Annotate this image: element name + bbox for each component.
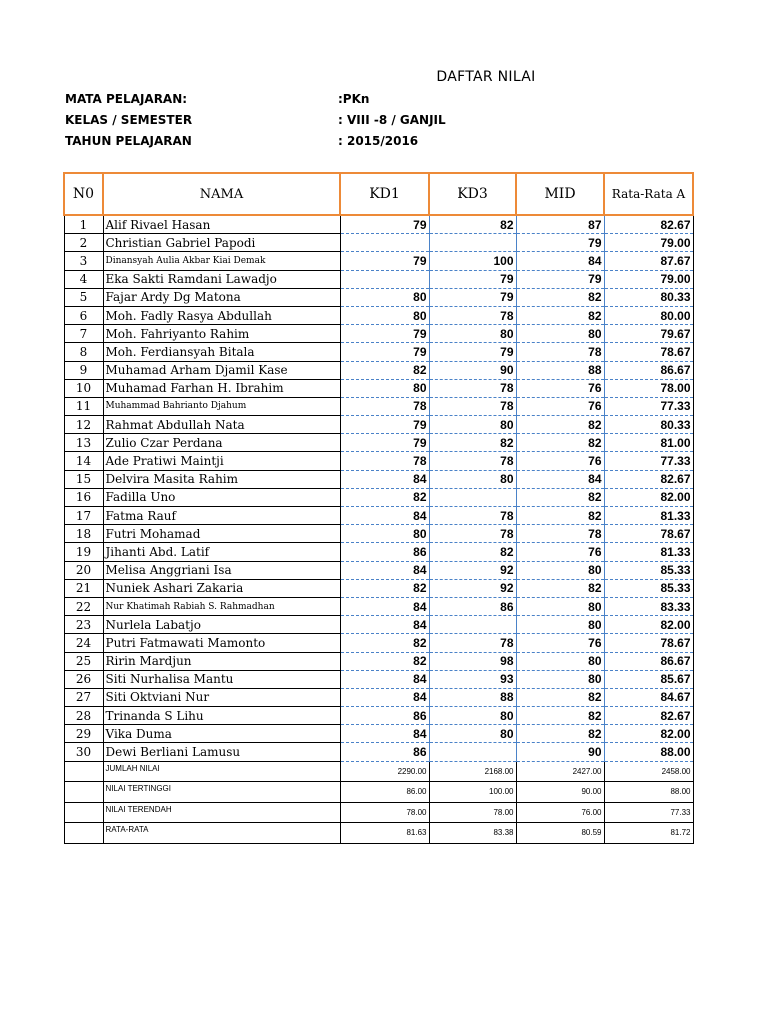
cell-name: Fatma Rauf — [103, 507, 340, 525]
summary-kd3: 83.38 — [429, 823, 516, 844]
table-row — [64, 652, 693, 670]
summary-kd1: 2290.00 — [340, 761, 429, 782]
cell-name: Vika Duma — [103, 725, 340, 743]
cell-no: 6 — [64, 306, 103, 324]
cell-mid: 82 — [516, 416, 604, 434]
table-row — [64, 270, 693, 288]
cell-no: 22 — [64, 597, 103, 615]
table-row — [64, 616, 693, 634]
cell-name: Eka Sakti Ramdani Lawadjo — [103, 270, 340, 288]
cell-mid: 82 — [516, 306, 604, 324]
table-body — [64, 215, 693, 843]
table-row — [64, 725, 693, 743]
cell-no: 15 — [64, 470, 103, 488]
cell-no: 19 — [64, 543, 103, 561]
cell-kd3: 82 — [429, 215, 516, 234]
cell-no: 2 — [64, 234, 103, 252]
cell-kd3: 79 — [429, 343, 516, 361]
cell-kd3: 80 — [429, 725, 516, 743]
summary-kd3: 78.00 — [429, 802, 516, 823]
cell-name: Nuniek Ashari Zakaria — [103, 579, 340, 597]
meta-value: : 2015/2016 — [338, 134, 419, 148]
cell-no: 23 — [64, 616, 103, 634]
table-row — [64, 470, 693, 488]
table-row — [64, 707, 693, 725]
cell-kd1: 84 — [340, 670, 429, 688]
cell-no: 9 — [64, 361, 103, 379]
document-title: DAFTAR NILAI — [436, 69, 536, 85]
header-average: Rata-Rata A — [604, 173, 693, 215]
summary-label: NILAI TERTINGGI — [103, 782, 340, 803]
summary-average: 88.00 — [604, 782, 693, 803]
table-row — [64, 743, 693, 761]
summary-label: RATA-RATA — [103, 823, 340, 844]
table-row — [64, 543, 693, 561]
meta-label: MATA PELAJARAN: — [65, 92, 188, 106]
table-row — [64, 452, 693, 470]
cell-kd1: 84 — [340, 561, 429, 579]
cell-average: 85.33 — [604, 561, 693, 579]
cell-name: Muhammad Bahrianto Djahum — [103, 397, 340, 415]
cell-kd1: 82 — [340, 652, 429, 670]
cell-mid: 82 — [516, 507, 604, 525]
cell-kd1: 78 — [340, 397, 429, 415]
cell-name: Melisa Anggriani Isa — [103, 561, 340, 579]
cell-kd3: 78 — [429, 634, 516, 652]
cell-average: 82.00 — [604, 616, 693, 634]
cell-name: Muhamad Arham Djamil Kase — [103, 361, 340, 379]
cell-average: 78.67 — [604, 525, 693, 543]
cell-average: 79.00 — [604, 234, 693, 252]
summary-kd3: 2168.00 — [429, 761, 516, 782]
cell-mid: 80 — [516, 597, 604, 615]
cell-average: 81.33 — [604, 507, 693, 525]
cell-no: 29 — [64, 725, 103, 743]
cell-no: 16 — [64, 488, 103, 506]
cell-average: 88.00 — [604, 743, 693, 761]
table-row — [64, 343, 693, 361]
summary-average: 77.33 — [604, 802, 693, 823]
cell-mid: 78 — [516, 525, 604, 543]
table-row — [64, 215, 693, 234]
meta-value: :PKn — [338, 92, 370, 106]
table-row — [64, 434, 693, 452]
cell-mid: 87 — [516, 215, 604, 234]
cell-no: 4 — [64, 270, 103, 288]
cell-no: 25 — [64, 652, 103, 670]
table-row — [64, 597, 693, 615]
cell-mid: 80 — [516, 561, 604, 579]
cell-no: 28 — [64, 707, 103, 725]
cell-no: 14 — [64, 452, 103, 470]
cell-kd3: 80 — [429, 416, 516, 434]
table-row — [64, 288, 693, 306]
summary-average: 2458.00 — [604, 761, 693, 782]
cell-name: Moh. Fadly Rasya Abdullah — [103, 306, 340, 324]
cell-mid: 76 — [516, 543, 604, 561]
cell-average: 82.67 — [604, 707, 693, 725]
cell-average: 82.67 — [604, 470, 693, 488]
cell-name: Delvira Masita Rahim — [103, 470, 340, 488]
cell-no: 12 — [64, 416, 103, 434]
cell-name: Putri Fatmawati Mamonto — [103, 634, 340, 652]
cell-kd1: 79 — [340, 416, 429, 434]
cell-average: 87.67 — [604, 252, 693, 270]
cell-average: 79.67 — [604, 325, 693, 343]
cell-kd3: 92 — [429, 579, 516, 597]
cell-kd3: 78 — [429, 525, 516, 543]
cell-name: Jihanti Abd. Latif — [103, 543, 340, 561]
cell-kd1: 79 — [340, 434, 429, 452]
cell-kd3: 93 — [429, 670, 516, 688]
cell-mid: 84 — [516, 252, 604, 270]
cell-kd1: 84 — [340, 507, 429, 525]
cell-kd3: 79 — [429, 288, 516, 306]
cell-mid: 82 — [516, 707, 604, 725]
cell-name: Nur Khatimah Rabiah S. Rahmadhan — [103, 597, 340, 615]
summary-mid: 90.00 — [516, 782, 604, 803]
cell-kd3: 100 — [429, 252, 516, 270]
cell-mid: 82 — [516, 288, 604, 306]
cell-kd1: 79 — [340, 252, 429, 270]
cell-name: Moh. Fahriyanto Rahim — [103, 325, 340, 343]
cell-average: 78.67 — [604, 634, 693, 652]
summary-blank-cell — [64, 823, 103, 844]
cell-name: Futri Mohamad — [103, 525, 340, 543]
cell-kd1: 86 — [340, 743, 429, 761]
cell-kd1: 82 — [340, 579, 429, 597]
header-row — [64, 173, 693, 215]
header-no: N0 — [64, 173, 103, 215]
table-row — [64, 325, 693, 343]
cell-mid: 80 — [516, 652, 604, 670]
cell-kd3: 88 — [429, 688, 516, 706]
cell-no: 7 — [64, 325, 103, 343]
cell-kd1: 78 — [340, 452, 429, 470]
cell-name: Muhamad Farhan H. Ibrahim — [103, 379, 340, 397]
cell-kd3: 78 — [429, 379, 516, 397]
summary-label: NILAI TERENDAH — [103, 802, 340, 823]
summary-blank-cell — [64, 802, 103, 823]
cell-average: 82.00 — [604, 725, 693, 743]
cell-kd3: 79 — [429, 270, 516, 288]
table-row — [64, 379, 693, 397]
cell-mid: 80 — [516, 325, 604, 343]
cell-no: 8 — [64, 343, 103, 361]
summary-row — [64, 823, 693, 844]
cell-no: 13 — [64, 434, 103, 452]
cell-no: 20 — [64, 561, 103, 579]
cell-kd1: 84 — [340, 725, 429, 743]
cell-no: 1 — [64, 215, 103, 234]
cell-average: 84.67 — [604, 688, 693, 706]
cell-no: 27 — [64, 688, 103, 706]
cell-kd1: 86 — [340, 707, 429, 725]
summary-kd3: 100.00 — [429, 782, 516, 803]
cell-name: Fadilla Uno — [103, 488, 340, 506]
summary-blank-cell — [64, 761, 103, 782]
cell-name: Siti Oktviani Nur — [103, 688, 340, 706]
cell-kd1: 82 — [340, 488, 429, 506]
cell-kd3 — [429, 488, 516, 506]
cell-no: 5 — [64, 288, 103, 306]
cell-mid: 82 — [516, 725, 604, 743]
cell-mid: 76 — [516, 397, 604, 415]
cell-kd3 — [429, 743, 516, 761]
cell-kd3: 82 — [429, 543, 516, 561]
cell-kd1: 82 — [340, 361, 429, 379]
summary-kd1: 81.63 — [340, 823, 429, 844]
cell-name: Ririn Mardjun — [103, 652, 340, 670]
cell-kd3: 78 — [429, 452, 516, 470]
cell-name: Rahmat Abdullah Nata — [103, 416, 340, 434]
cell-mid: 84 — [516, 470, 604, 488]
cell-no: 11 — [64, 397, 103, 415]
table-row — [64, 688, 693, 706]
cell-kd1: 82 — [340, 634, 429, 652]
cell-no: 30 — [64, 743, 103, 761]
table-row — [64, 670, 693, 688]
cell-mid: 82 — [516, 488, 604, 506]
summary-row — [64, 802, 693, 823]
cell-average: 80.00 — [604, 306, 693, 324]
summary-row — [64, 782, 693, 803]
cell-kd1: 86 — [340, 543, 429, 561]
table-row — [64, 361, 693, 379]
cell-kd3: 78 — [429, 397, 516, 415]
grades-table — [63, 172, 694, 844]
header-kd1: KD1 — [340, 173, 429, 215]
cell-average: 85.67 — [604, 670, 693, 688]
summary-mid: 80.59 — [516, 823, 604, 844]
cell-kd1: 80 — [340, 306, 429, 324]
cell-average: 86.67 — [604, 361, 693, 379]
cell-mid: 90 — [516, 743, 604, 761]
table-row — [64, 397, 693, 415]
cell-mid: 78 — [516, 343, 604, 361]
meta-label: KELAS / SEMESTER — [65, 113, 193, 127]
cell-kd1: 79 — [340, 215, 429, 234]
cell-kd1: 84 — [340, 688, 429, 706]
cell-name: Ade Pratiwi Maintji — [103, 452, 340, 470]
cell-mid: 79 — [516, 234, 604, 252]
summary-blank-cell — [64, 782, 103, 803]
cell-name: Trinanda S Lihu — [103, 707, 340, 725]
table-row — [64, 579, 693, 597]
cell-kd1: 79 — [340, 343, 429, 361]
table-row — [64, 252, 693, 270]
summary-row — [64, 761, 693, 782]
cell-kd1: 84 — [340, 470, 429, 488]
table-row — [64, 306, 693, 324]
cell-kd3: 92 — [429, 561, 516, 579]
cell-mid: 82 — [516, 688, 604, 706]
table-row — [64, 416, 693, 434]
summary-mid: 2427.00 — [516, 761, 604, 782]
cell-name: Dinansyah Aulia Akbar Kiai Demak — [103, 252, 340, 270]
cell-mid: 76 — [516, 634, 604, 652]
cell-kd3: 78 — [429, 507, 516, 525]
cell-no: 21 — [64, 579, 103, 597]
cell-no: 17 — [64, 507, 103, 525]
cell-kd3: 80 — [429, 325, 516, 343]
cell-mid: 80 — [516, 670, 604, 688]
meta-label: TAHUN PELAJARAN — [65, 134, 192, 148]
cell-mid: 76 — [516, 379, 604, 397]
cell-average: 81.33 — [604, 543, 693, 561]
summary-label: JUMLAH NILAI — [103, 761, 340, 782]
cell-kd3: 80 — [429, 470, 516, 488]
cell-mid: 82 — [516, 434, 604, 452]
cell-kd1 — [340, 270, 429, 288]
cell-average: 81.00 — [604, 434, 693, 452]
cell-kd3: 90 — [429, 361, 516, 379]
header-mid: MID — [516, 173, 604, 215]
cell-mid: 76 — [516, 452, 604, 470]
cell-mid: 79 — [516, 270, 604, 288]
table-row — [64, 488, 693, 506]
cell-name: Nurlela Labatjo — [103, 616, 340, 634]
summary-kd1: 86.00 — [340, 782, 429, 803]
cell-kd1 — [340, 234, 429, 252]
header-kd3: KD3 — [429, 173, 516, 215]
cell-average: 82.00 — [604, 488, 693, 506]
summary-kd1: 78.00 — [340, 802, 429, 823]
table-row — [64, 561, 693, 579]
summary-mid: 76.00 — [516, 802, 604, 823]
cell-kd3: 98 — [429, 652, 516, 670]
cell-kd3: 86 — [429, 597, 516, 615]
cell-no: 18 — [64, 525, 103, 543]
cell-name: Dewi Berliani Lamusu — [103, 743, 340, 761]
cell-name: Fajar Ardy Dg Matona — [103, 288, 340, 306]
table-row — [64, 525, 693, 543]
cell-average: 85.33 — [604, 579, 693, 597]
cell-mid: 82 — [516, 579, 604, 597]
cell-kd1: 80 — [340, 379, 429, 397]
cell-kd3 — [429, 234, 516, 252]
cell-average: 79.00 — [604, 270, 693, 288]
cell-kd3 — [429, 616, 516, 634]
summary-average: 81.72 — [604, 823, 693, 844]
cell-average: 78.00 — [604, 379, 693, 397]
cell-mid: 88 — [516, 361, 604, 379]
cell-name: Moh. Ferdiansyah Bitala — [103, 343, 340, 361]
cell-average: 86.67 — [604, 652, 693, 670]
cell-kd3: 80 — [429, 707, 516, 725]
cell-kd1: 84 — [340, 597, 429, 615]
table-row — [64, 234, 693, 252]
cell-kd1: 79 — [340, 325, 429, 343]
cell-kd1: 80 — [340, 288, 429, 306]
cell-average: 77.33 — [604, 452, 693, 470]
table-row — [64, 634, 693, 652]
header-name: NAMA — [103, 173, 340, 215]
cell-name: Zulio Czar Perdana — [103, 434, 340, 452]
cell-kd3: 78 — [429, 306, 516, 324]
cell-no: 26 — [64, 670, 103, 688]
cell-no: 10 — [64, 379, 103, 397]
cell-mid: 80 — [516, 616, 604, 634]
cell-average: 80.33 — [604, 416, 693, 434]
cell-no: 3 — [64, 252, 103, 270]
cell-kd3: 82 — [429, 434, 516, 452]
cell-kd1: 80 — [340, 525, 429, 543]
cell-kd1: 84 — [340, 616, 429, 634]
meta-value: : VIII -8 / GANJIL — [338, 113, 446, 127]
cell-average: 77.33 — [604, 397, 693, 415]
table-row — [64, 507, 693, 525]
cell-average: 83.33 — [604, 597, 693, 615]
cell-average: 80.33 — [604, 288, 693, 306]
cell-average: 78.67 — [604, 343, 693, 361]
cell-name: Alif Rivael Hasan — [103, 215, 340, 234]
cell-no: 24 — [64, 634, 103, 652]
cell-average: 82.67 — [604, 215, 693, 234]
cell-name: Siti Nurhalisa Mantu — [103, 670, 340, 688]
cell-name: Christian Gabriel Papodi — [103, 234, 340, 252]
